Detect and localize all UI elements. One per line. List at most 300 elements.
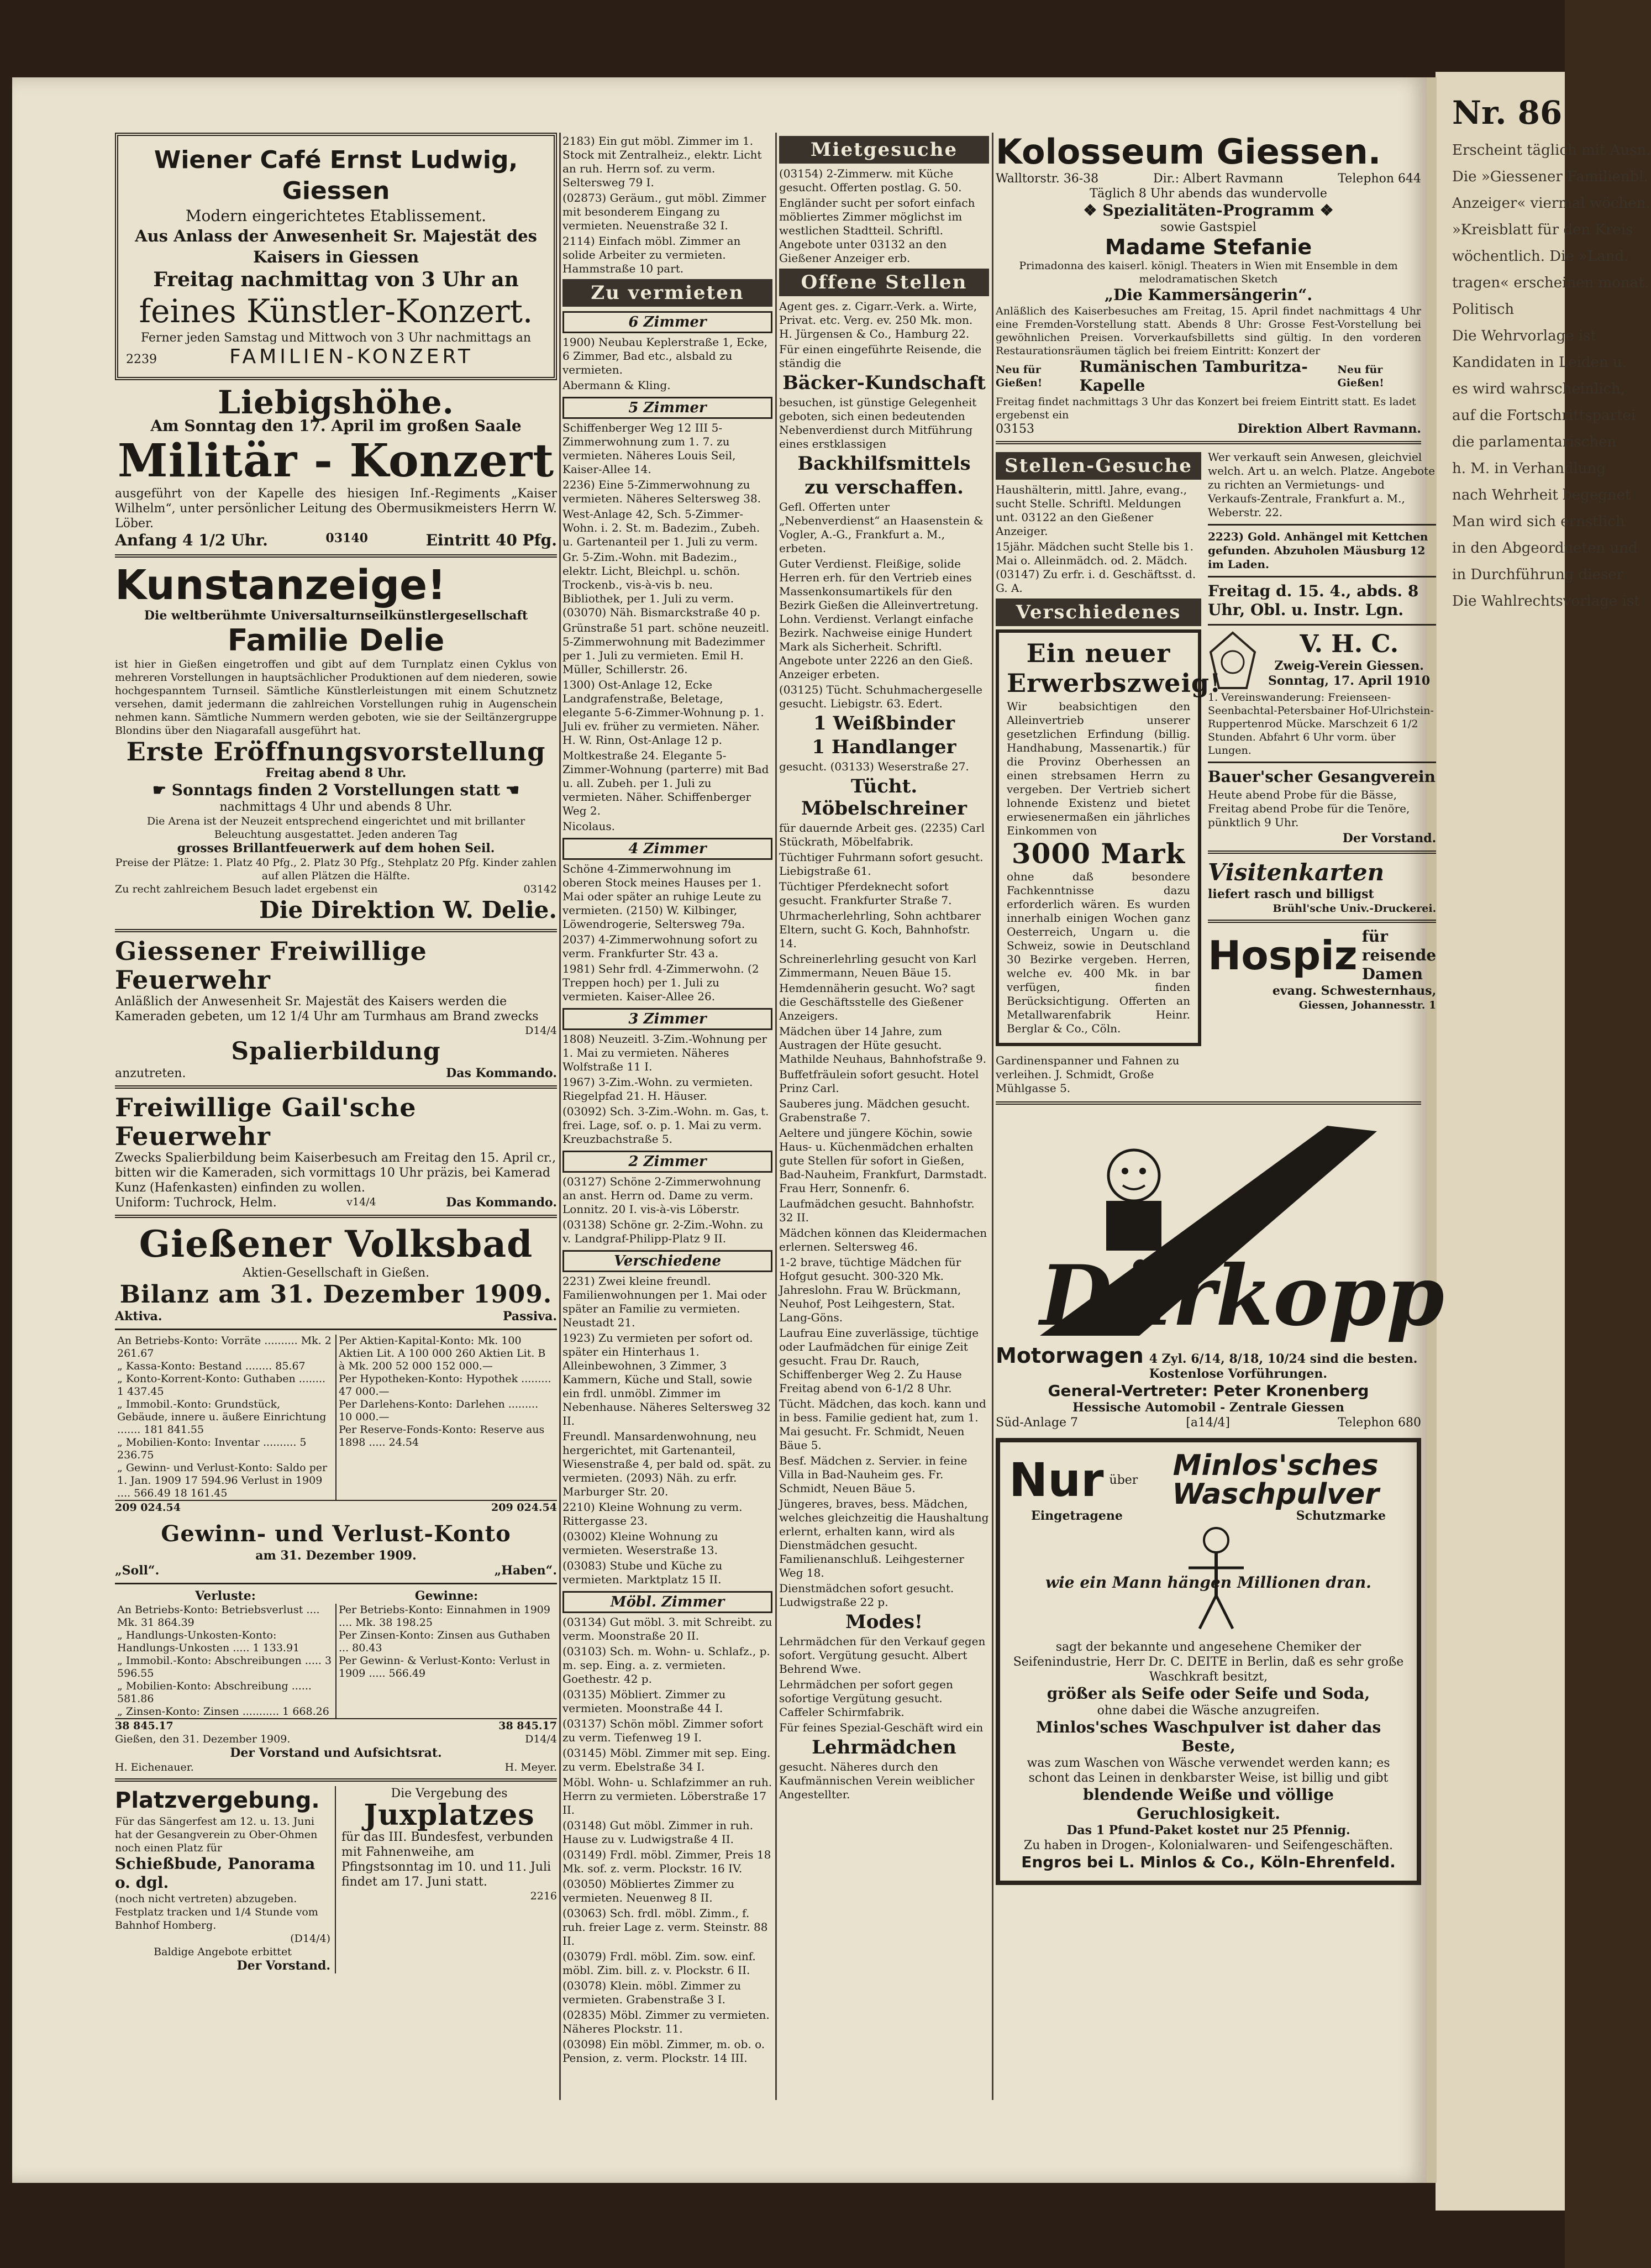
cafe-line3: feines Künstler-Konzert. <box>139 292 533 330</box>
classified-ad: (03135) Möbliert. Zimmer zu vermieten. Moonstraße 44 I. <box>562 1688 726 1715</box>
list-offene-stellen <box>779 300 989 1802</box>
vhc-body: 1. Vereinswanderung: Freienseen-Seenbachtal-Petersbainer Hof-Ulrichstein-Ruppertenrod Mücke. Marschzeit 6 1/2 Stunden. Abfahrt 6 Uhr vorm. über Lungen. <box>1208 691 1434 757</box>
classified-ad: (03103) Sch. m. Wohn- u. Schlafz., p. m. sep. Eing. a. z. vermieten. Goethestr. 42 p. <box>562 1645 770 1686</box>
hospiz-side: für reisende Damen <box>1361 927 1437 983</box>
durkopp-motor: Motorwagen <box>996 1343 1144 1368</box>
bottom-ads <box>115 1786 557 1973</box>
liebig-entry: Eintritt 40 Pfg. <box>425 531 557 549</box>
column-rule <box>992 133 993 2100</box>
volksbad-passiva: Passiva. <box>502 1309 557 1324</box>
hospiz-line: evang. Schwesternhaus, <box>1272 984 1437 998</box>
facing-page-line: Kandidaten in Leiden u. <box>1452 354 1627 371</box>
classified-ad: 2236) Eine 5-Zimmerwohnung zu vermieten. Näheres Selterswеg 38. <box>562 478 761 505</box>
section-3-zimmer: 3 Zimmer <box>562 1008 772 1030</box>
kolosseum-dir: Dir.: Albert Ravmann <box>1153 172 1284 186</box>
jux-line1: Die Vergebung des <box>391 1787 508 1800</box>
classified-ad: (03154) 2-Zimmerw. mit Küche gesucht. Offerten postlag. G. 50. <box>779 167 962 194</box>
facing-page-line: Die Wahlrechtsvorlage ist <box>1452 593 1640 610</box>
classified-ad: (03149) Frdl. möbl. Zimmer, Preis 18 Mk. sof. z. verm. Plockstr. 16 IV. <box>562 1848 771 1875</box>
feuerwehr1-foot-left: anzutreten. <box>115 1067 186 1080</box>
facing-page-line: die parlamentarischen <box>1452 434 1617 450</box>
classified-ad: Mädchen über 14 Jahre, zum Austragen der Hüte gesucht. Mathilde Neuhaus, Bahnhofstraße 9. <box>779 1025 987 1065</box>
divider <box>115 554 557 558</box>
classified-ad: (03079) Frdl. möbl. Zim. sow. einf. möbl. Zim. bill. z. v. Plockstr. 6 II. <box>562 1950 756 1977</box>
classified-ad: Moltkestraße 24. Elegante 5-Zimmer-Wohnung (parterre) mit Bad u. all. Zubeh. per 1. Juli zu vermieten. Näher. Schiffenberger Weg 2. <box>562 749 769 817</box>
divider <box>115 1583 557 1584</box>
bauer-title: Bauer'scher Gesangverein <box>1208 768 1436 786</box>
durkopp-zentrale: Hessische Automobil - Zentrale Giessen <box>1072 1400 1344 1415</box>
classified-ad: Lehrmädchen für den Verkauf gegen sofort. Vergütung gesucht. Albert Behrend Wwe. <box>779 1635 986 1676</box>
kunst-arena: Die Arena ist der Neuzeit entsprechend eingerichtet und mit brillanter Beleuchtung ausgestattet. Jeden anderen Tag <box>146 815 525 841</box>
bilanz-left-total: 209 024.54 <box>115 1502 181 1514</box>
liebig-big: Militär - Konzert <box>117 434 555 487</box>
visit-firm: Brühl'sche Univ.-Druckerei. <box>1273 902 1437 915</box>
divider <box>1208 762 1436 763</box>
divider <box>115 1329 557 1330</box>
classified-ad: Lehrmädchen per sofort gegen sofortige Vergütung gesucht. Caffeler Schirmfabrik. <box>779 1678 953 1719</box>
list-3-zimmer <box>562 1032 772 1146</box>
volksbad-bilanz: Bilanz am 31. Dezember 1909. <box>119 1280 553 1309</box>
classified-ad: (03138) Schöne gr. 2-Zim.-Wohn. zu v. Landgraf-Philipp-Platz 9 II. <box>562 1218 764 1245</box>
vhc-sub: Zweig-Verein Giessen. <box>1274 659 1424 673</box>
classified-ad: (03063) Sch. frdl. möbl. Zimm., f. ruh. freier Lage z. verm. Steinstr. 88 II. <box>562 1907 768 1947</box>
divider <box>1208 851 1436 854</box>
divider <box>115 1778 557 1782</box>
classified-ad: 15jähr. Mädchen sucht Stelle bis 1. Mai o. Alleinmädch. od. 2. Mädch. (03147) Zu erfr. i. d. Geschäftsst. d. G. A. <box>996 540 1196 595</box>
minlos-arc: wie ein Mann hängen Millionen dran. <box>1045 1573 1371 1592</box>
bilanz-passiva-row: Per Aktien-Kapital-Konto: Mk. 100 Aktien Lit. A 100 000 260 Aktien Lit. B à Mk. 200 52 000 152 000.— <box>339 1335 546 1372</box>
bilanz-right-total: 209 024.54 <box>491 1502 557 1514</box>
c4-right-sub <box>1208 449 1436 1097</box>
classified-ad: Laufmädchen gesucht. Bahnhofstr. 32 II. <box>779 1197 975 1224</box>
classified-ad: Freundl. Mansardenwohnung, neu hergerichtet, mit Gartenanteil, Wiesenstraße 4, per bald od. spät. zu vermieten. (2093) Näh. zu erfr. Marburger Str. 20. <box>562 1430 771 1498</box>
page-gutter <box>1427 77 1437 2183</box>
facing-page-line: Die Wehrvorlage ist <box>1452 328 1596 344</box>
vhc-date: Sonntag, 17. April 1910 <box>1268 674 1431 688</box>
classified-ad: (02873) Geräum., gut möbl. Zimmer mit besonderem Eingang zu vermieten. Neuenstraße 32 I. <box>562 191 766 232</box>
kolosseum-body: Anläßlich des Kaiserbesuches am Freitag, 15. April findet nachmittags 4 Uhr eine Fremden-Vorstellung statt. Abends 8 Uhr: Grosse Fest-Vorstellung bei gewöhnlichen Preisen. Vorverkaufsbilletts sind gültig. In den vorderen Restaurationsräumen täglich bei freiem Eintritt: Konzert der <box>996 305 1421 357</box>
divider <box>1208 920 1436 923</box>
classified-ad: (03145) Möbl. Zimmer mit sep. Eing. zu verm. Ebelstraße 34 I. <box>562 1746 771 1773</box>
visit-title: Visitenkarten <box>1208 859 1385 886</box>
c4-left-sub <box>996 449 1222 1097</box>
vhc-ad <box>1208 630 1436 691</box>
cafe-ad <box>115 133 557 380</box>
classified-ad: Für feines Spezial-Geschäft wird ein <box>779 1721 984 1734</box>
cafe-line2: Freitag nachmittag von 3 Uhr an <box>153 268 519 291</box>
classified-ad: Guter Verdienst. Fleißige, solide Herren erh. für den Vertrieb eines Massenkonsumartikels für den Bezirk Gießen die Alleinvertretung. Lohn. Verdienst. Verlangt einfache Bezirk. Nachweise einige Hundert Mark als Sicherheit. Schriftl. Angebote unter 2226 an den Gieß. Anzeiger erbeten. <box>779 557 979 681</box>
classified-ad: (03127) Schöne 2-Zimmerwohnung an anst. Herrn od. Dame zu verm. Lonnitz. 20 I. vis-à-vis Löberstr. <box>562 1175 761 1216</box>
classified-ad: Nicolaus. <box>562 820 615 833</box>
cafe-subtitle: Modern eingerichtetes Etablissement. <box>185 207 487 225</box>
gewinn-haben: „Haben“. <box>494 1563 557 1578</box>
minlos-mark: Schutzmarke <box>1296 1509 1386 1523</box>
kunst-fireworks: grosses Brillantfeuerwerk auf dem hohen Seil. <box>177 841 495 855</box>
minlos-price: Das 1 Pfund-Paket kostet nur 25 Pfennig. <box>1066 1823 1350 1838</box>
classified-ad: 1-2 brave, tüchtige Mädchen für Hofgut gesucht. 300-320 Mk. Jahreslohn. Frau W. Brückmann, Neuhof, Post Leihgestern, Stat. Lang-Göns. <box>779 1256 961 1324</box>
durkopp-ad <box>996 1109 1444 1430</box>
durkopp-illustration <box>996 1109 1444 1345</box>
classified-ad: Jüngeres, braves, bess. Mädchen, welches gleichzeitig die Haushaltung erlernt, erhalten kann, wird als Dienstmädchen gesucht. Familienanschluß. Leihgesterner Weg 18. <box>779 1497 989 1579</box>
volksbad-aktiva: Aktiva. <box>115 1309 162 1324</box>
kunst-prices: Preise der Plätze: 1. Platz 40 Pfg., 2. Platz 30 Pfg., Stehplatz 20 Pfg. Kinder zahlen auf allen Plätzen die Hälfte. <box>115 857 557 882</box>
classified-ad: 2183) Ein gut möbl. Zimmer im 1. Stock mit Zentralheiz., elektr. Licht an ruh. Herrn sof. zu verm. Selterswеg 79 I. <box>562 134 762 189</box>
classified-ad: 1967) 3-Zim.-Wohn. zu vermieten. Riegelpfad 21. H. Häuser. <box>562 1075 753 1102</box>
kunst-first: Erste Eröffnungsvorstellung <box>126 737 546 767</box>
category-mietgesuche: Mietgesuche <box>779 136 989 164</box>
classified-ad: 2037) 4-Zimmerwohnung sofort zu verm. Frankfurter Str. 43 a. <box>562 933 758 960</box>
vhc-emblem-icon <box>1208 630 1258 691</box>
kunst-first-time: Freitag abend 8 Uhr. <box>265 766 407 780</box>
verluste-row: „ Mobilien-Konto: Abschreibung ...... 581.86 <box>117 1680 312 1705</box>
durkopp-spec: 4 Zyl. 6/14, 8/18, 10/24 sind die besten. Kostenlose Vorführungen. <box>1149 1352 1418 1381</box>
minlos-body: sagt der bekannte und angesehene Chemiker der Seifenindustrie, Herr Dr. C. DEITE in Berlin, daß es sehr große Waschkraft besitzt, <box>1013 1640 1404 1684</box>
column-3 <box>779 133 989 2100</box>
hospiz-title: Hospiz <box>1208 932 1358 979</box>
jux-body: für das III. Bundesfest, verbunden mit Fahnenweihe, am Pfingstsonntag im 10. und 11. Juli findet am 17. Juni statt. <box>341 1830 554 1889</box>
visit-sub: liefert rasch und billigst <box>1208 887 1374 901</box>
classified-ad: Lehrmädchen <box>812 1736 956 1758</box>
section-moebl-zimmer: Möbl. Zimmer <box>562 1591 772 1613</box>
bilanz-table <box>115 1335 557 1500</box>
divider <box>996 1101 1421 1105</box>
verluste-row: „ Handlungs-Unkosten-Konto: Handlungs-Unkosten ..... 1 133.91 <box>117 1629 300 1654</box>
classified-ad: Uhrmacherlehrling, Sohn achtbarer Eltern, sucht G. Koch, Bahnhofstr. 14. <box>779 909 981 950</box>
gold-ad: 2223) Gold. Anhängel mit Kettchen gefunden. Abzuholen Mäusburg 12 im Laden. <box>1208 530 1428 571</box>
gewinne-total: 38 845.17 <box>498 1720 557 1732</box>
verluste-row: „ Immobil.-Konto: Abschreibungen ..... 3 596.55 <box>117 1655 332 1679</box>
kolosseum-line1: Täglich 8 Uhr abends das wundervolle <box>1090 187 1327 201</box>
classified-ad: Aeltere und jüngere Köchin, sowie Haus- u. Küchenmädchen erhalten gute Stellen für sofort in Gießen, Bad-Nauheim, Frankfurt, Darmstadt. Frau Herr, Sonnenfr. 6. <box>779 1126 987 1195</box>
classified-ad: 2114) Einfach möbl. Zimmer an solide Arbeiter zu vermieten. Hammstraße 10 part. <box>562 234 741 275</box>
classified-ad: Schiffenberger Weg 12 III 5-Zimmerwohnung zum 1. 7. zu vermieten. Näheres Louis Seil, Kaiser-Allee 14. <box>562 421 736 476</box>
minlos-sold: Zu haben in Drogen-, Kolonialwaren- und Seifengeschäften. <box>1023 1839 1394 1852</box>
gewinn-gewinne: Gewinne: <box>414 1589 479 1603</box>
erwerb-body2: ohne daß besondere Fachkenntnisse dazu erforderlich wären. Es wurden innerhalb einigen Wochen ganz Oesterreich, Ungarn u. die Schweiz, sowie in Deutschland 30 Bezirke vergeben. Herren, welche ev. 400 Mk. in bar verfügen, finden Berücksichtigung. Offerten an Metallwarenfabrik Heinr. Berglar & Co., Cöln. <box>1007 870 1190 1035</box>
classified-ad: Tücht. Möbelschreiner <box>801 775 967 820</box>
column-1 <box>115 133 557 2100</box>
anwesen-ad: Wer verkauft sein Anwesen, gleichviel welch. Art u. an welch. Platze. Angebote zu richten an Vermietungs- und Verkaufs-Zentrale, Frankfurt a. M., Weberstr. 22. <box>1208 450 1436 519</box>
cafe-line4: Ferner jeden Samstag und Mittwoch von 3 Uhr nachmittags an <box>140 331 532 345</box>
classified-ad: Tüchtiger Pferdeknecht sofort gesucht. Frankfurter Straße 7. <box>779 880 952 907</box>
facing-page <box>1436 72 1651 2211</box>
volksbad-code: D14/4 <box>525 1733 557 1745</box>
section-6-zimmer: 6 Zimmer <box>562 311 772 333</box>
category-zu-vermieten: Zu vermieten <box>562 279 772 307</box>
bilanz-aktiva-row: „ Gewinn- und Verlust-Konto: Saldo per 1. Jan. 1909 17 594.96 Verlust in 1909 .... 566.49 18 161.45 <box>117 1462 328 1499</box>
liebig-code: 03140 <box>325 531 368 545</box>
cafe-code: 2239 <box>126 353 157 366</box>
classified-ad: Grünstraße 51 part. schöne neuzeitl. 5-Zimmerwohnung mit Badezimmer per 1. Juli zu vermieten. Emil H. Müller, Schillerstr. 26. <box>562 621 770 676</box>
kunst-line1: Die weltberühmte Universalturnseilkünstlergesellschaft <box>144 608 528 623</box>
facing-page-line: in Durchführung dieser <box>1452 566 1624 583</box>
classified-ad: zu verschaffen. <box>805 476 964 498</box>
classified-ad: (03002) Kleine Wohnung zu vermieten. Weserstraße 13. <box>562 1530 718 1557</box>
hospiz-addr: Giessen, Johannesstr. 1 <box>1298 999 1437 1011</box>
minlos-ueber: über <box>1109 1473 1138 1487</box>
facing-page-line: tragen« erscheinen monat. <box>1452 275 1649 291</box>
kunst-title: Kunstanzeige! <box>115 561 446 609</box>
bilanz-passiva-list <box>336 1335 557 1500</box>
classified-ad: Agent ges. z. Cigarr.-Verk. a. Wirte, Privat. etc. Verg. ev. 250 Mk. mon. H. Jürgensen & Co., Hamburg 22. <box>779 300 977 340</box>
durkopp-brand: Dürkopp <box>1040 1247 1444 1345</box>
facing-page-line: wöchentlich. Die »Land. <box>1452 248 1629 265</box>
classified-ad: Sauberes jung. Mädchen gesucht. Grabenstraße 7. <box>779 1097 970 1124</box>
classified-ad: Dienstmädchen sofort gesucht. Ludwigstraße 22 p. <box>779 1582 954 1609</box>
category-verschiedenes: Verschiedenes <box>996 599 1201 626</box>
classified-ad: West-Anlage 42, Sch. 5-Zimmer-Wohn. i. 2. St. m. Badezim., Zubeh. u. Gartenanteil per 1. Juli zu verm. <box>562 507 760 548</box>
bilanz-passiva-row: Per Hypotheken-Konto: Hypothek ......... 47 000.— <box>339 1373 551 1398</box>
divider <box>1208 624 1436 626</box>
cafe-line5: FAMILIEN-KONZERT <box>229 345 474 368</box>
bilanz-aktiva-row: An Betriebs-Konto: Vorräte .......... Mk. 2 261.67 <box>117 1335 332 1359</box>
kunst-invite: Zu recht zahlreichem Besuch ladet ergebenst ein <box>115 883 378 895</box>
facing-page-line: auf die Fortschrittspartei <box>1452 407 1636 424</box>
classified-ad: 1808) Neuzeitl. 3-Zim.-Wohnung per 1. Mai zu vermieten. Näheres Wolfstraße 11 I. <box>562 1032 767 1073</box>
facing-page-line: »Kreisblatt für den Kreis <box>1452 222 1633 238</box>
erwerb-title: Ein neuer Erwerbszweig! <box>1007 638 1222 698</box>
list-verschiedene <box>562 1274 772 1587</box>
gardinen-ad: Gardinenspanner und Fahnen zu verleihen. J. Schmidt, Große Mühlgasse 5. <box>996 1054 1180 1095</box>
classified-ad: Für einen eingeführte Reisende, die ständig die <box>779 343 982 370</box>
volksbad-sig-right: H. Meyer. <box>504 1761 557 1773</box>
feuerwehr1-ad <box>115 937 557 1081</box>
c2-top-ads <box>562 134 772 276</box>
classified-ad: 1900) Neubau Keplerstraße 1, Ecke, 6 Zimmer, Bad etc., alsbald zu vermieten. <box>562 335 767 376</box>
list-mietgesuche <box>779 167 989 265</box>
divider <box>115 929 557 932</box>
bilanz-aktiva-row: „ Immobil.-Konto: Grundstück, Gebäude, innere u. äußere Einrichtung ....... 181 841.55 <box>117 1398 327 1436</box>
gewinne-list <box>336 1604 557 1718</box>
classified-ad: (02835) Möbl. Zimmer zu vermieten. Näheres Plockstr. 11. <box>562 2008 770 2035</box>
bauer-body: Heute abend Probe für die Bässe, Freitag abend Probe für die Tenöre, pünktlich 9 Uhr. <box>1208 788 1410 829</box>
platz-bold: Schießbude, Panorama o. dgl. <box>115 1855 316 1892</box>
list-4-zimmer <box>562 862 772 1004</box>
volksbad-sig-left: H. Eichenauer. <box>115 1761 194 1773</box>
list-moebl-zimmer <box>562 1615 772 2065</box>
minlos-trademark <box>1009 1524 1408 1640</box>
classified-ad: (03078) Klein. möbl. Zimmer zu vermieten. Grabenstraße 3 I. <box>562 1979 742 2006</box>
facing-page-line: nach Wehrheit begegnet <box>1452 487 1631 503</box>
feuerwehr2-ad <box>115 1093 557 1210</box>
gewinn-date: am 31. Dezember 1909. <box>255 1548 417 1563</box>
facing-page-line: Anzeiger« viermal wöchen. <box>1452 195 1650 212</box>
verluste-row: „ Zinsen-Konto: Zinsen ........... 1 668.26 <box>117 1705 329 1718</box>
erwerb-ad <box>996 629 1222 1046</box>
volksbad-ad <box>115 1222 557 1774</box>
gewinne-row: Per Betriebs-Konto: Einnahmen in 1909 .... Mk. 38 198.25 <box>339 1604 550 1629</box>
volksbad-sub: Aktien-Gesellschaft in Gießen. <box>242 1266 430 1280</box>
divider <box>996 441 1421 444</box>
classified-ad: 1300) Ost-Anlage 12, Ecke Landgrafenstraße, Beletage, elegante 5-6-Zimmer-Wohnung p. 1. Juli ev. früher zu vermieten. Näher. H. W. Rinn, Ost-Anlage 12 p. <box>562 678 764 747</box>
minlos-body2: ohne dabei die Wäsche anzugreifen. <box>1097 1704 1320 1718</box>
facing-page-number: Nr. 86 <box>1452 94 1563 132</box>
classified-ad: Haushälterin, mittl. Jahre, evang., sucht Stelle. Schriftl. Meldungen unt. 03122 an den Gießener Anzeiger. <box>996 483 1187 538</box>
classified-ad: Gr. 5-Zim.-Wohn. mit Badezim., elektr. Licht, Bleichpl. u. schön. Trockenb., vis-à-vis b. neu. Bibliothek, per 1. Juli zu verm. (03070) Näh. Bismarckstraße 40 p. <box>562 550 761 619</box>
verluste-list <box>115 1604 336 1718</box>
kolosseum-star: Madame Stefanie <box>1105 235 1312 259</box>
liebig-ad <box>115 384 557 550</box>
classified-ad: Mädchen können das Kleidermachen erlernen. Selterswеg 46. <box>779 1226 987 1253</box>
durkopp-addr: Süd-Anlage 7 <box>996 1416 1079 1430</box>
facing-page-line: Man wird sich ernstlich <box>1452 513 1625 530</box>
volksbad-board: Der Vorstand und Aufsichtsrat. <box>230 1746 442 1760</box>
feuerwehr2-code: v14/4 <box>346 1196 376 1208</box>
minlos-bold1: größer als Seife oder Seife und Soda, <box>1047 1684 1370 1703</box>
section-4-zimmer: 4 Zimmer <box>562 838 772 860</box>
kolosseum-sign: Direktion Albert Ravmann. <box>1237 422 1421 436</box>
divider <box>115 1215 557 1218</box>
platz-code: (D14/4) <box>290 1933 330 1945</box>
bilanz-aktiva-row: „ Kassa-Konto: Bestand ........ 85.67 <box>117 1360 306 1372</box>
platz-body: Für das Sängerfest am 12. u. 13. Juni hat der Gesangverein zu Ober-Ohmen noch einen Platz für <box>115 1815 318 1854</box>
minlos-ad <box>996 1438 1421 1885</box>
column-2 <box>562 133 772 2100</box>
classified-ad: gesucht. (03133) Weserstraße 27. <box>779 760 969 773</box>
liebig-line2: ausgeführt von der Kapelle des hiesigen Inf.-Regiments „Kaiser Wilhelm“, unter persönlicher Leitung des Obermusikmeisters Herrn W. Löber. <box>115 487 557 531</box>
kunst-family: Familie Delie <box>227 623 445 658</box>
durkopp-code: [a14/4] <box>1186 1416 1231 1430</box>
kolosseum-new: Neu für Gießen! <box>1337 364 1384 389</box>
kolosseum-prog: ❖ Spezialitäten-Programm ❖ <box>1083 201 1334 219</box>
feuerwehr1-body: Anläßlich der Anwesenheit Sr. Majestät des Kaisers werden die Kameraden gebeten, um 12 1/4 Uhr am Turmhaus am Brand zwecks <box>115 995 539 1023</box>
feuerwehr1-title: Giessener Freiwillige Feuerwehr <box>115 936 427 995</box>
section-verschiedene: Verschiedene <box>562 1250 772 1272</box>
hospiz-ad <box>1208 927 1436 984</box>
classified-ad: gesucht. Näheres durch den Kaufmännischen Verein weiblicher Angestellter. <box>779 1760 975 1801</box>
classified-ad: 1 Handlanger <box>812 736 956 758</box>
gewinne-row: Per Zinsen-Konto: Zinsen aus Guthaben ... 80.43 <box>339 1629 550 1654</box>
newspaper-page <box>12 77 1444 2183</box>
kolosseum-new-left: Neu für Gießen! <box>996 364 1043 389</box>
kolosseum-body2: Freitag findet nachmittags 3 Uhr das Konzert bei freiem Eintritt statt. Es ladet ergebenst ein <box>996 396 1416 421</box>
jux-code: 2216 <box>530 1890 557 1902</box>
erwerb-body: Wir beabsichtigen den Alleinvertrieb unserer gesetzlichen Erfindung (billig. Handhabung, Massenartik.) für die Provinz Oberhessen an einen strebsamen Herrn zu vergeben. Der Vertrieb sichert lohnende Existenz und bietet erwiesenermaßen ein jährliches Einkommen von <box>1007 700 1190 837</box>
feuerwehr2-uniform: Uniform: Tuchrock, Helm. <box>115 1196 277 1210</box>
feuerwehr2-title: Freiwillige Gail'sche Feuerwehr <box>115 1093 417 1151</box>
feuerwehr1-code: D14/4 <box>525 1025 557 1037</box>
minlos-body3: was zum Waschen von Wäsche verwendet werden kann; es schont das Leinen in denkbarster Weise, ist billig und gibt <box>1027 1756 1390 1785</box>
gewinn-title: Gewinn- und Verlust-Konto <box>161 1521 511 1547</box>
column-rule <box>559 133 561 2100</box>
column-4 <box>996 132 1444 2100</box>
gewinn-soll: „Soll“. <box>115 1563 160 1578</box>
classified-ad: 2231) Zwei kleine freundl. Familienwohnungen per 1. Mai oder später an Familie zu vermieten. Neustadt 21. <box>562 1274 767 1329</box>
classified-ad: Engländer sucht per sofort einfach möbliertes Zimmer möglichst im westlichen Stadtteil. Schriftl. Angebote unter 03132 an den Gießener Anzeiger erb. <box>779 196 975 265</box>
kunst-sign: Die Direktion W. Delie. <box>259 896 557 923</box>
bauer-sign: Der Vorstand. <box>1342 831 1437 846</box>
divider <box>115 1085 557 1089</box>
minlos-brand: Minlos'sches Waschpulver <box>1172 1449 1379 1511</box>
classified-ad: Schöne 4-Zimmerwohnung im oberen Stock meines Hauses per 1. Mai oder später an ruhige Leute zu vermieten. (2150) W. Kilbinger, Löwendrogerie, Selterswеg 79a. <box>562 862 762 931</box>
durkopp-gv: General-Vertreter: Peter Kronenberg <box>1048 1382 1369 1400</box>
kolosseum-guest: sowie Gastspiel <box>1160 221 1256 234</box>
jux-ad <box>341 1786 557 1973</box>
kolosseum-ad <box>996 133 1421 437</box>
platz-title: Platzvergebung. <box>115 1788 320 1813</box>
classified-ad: Gefl. Offerten unter „Nebenverdienst“ an Haasenstein & Vogler, A.-G., Frankfurt a. M., erbeten. <box>779 500 984 555</box>
list-6-zimmer <box>562 335 772 392</box>
classified-ad: 1923) Zu vermieten per sofort od. später ein Hinterhaus 1. Alleinbewohnen, 3 Zimmer, 3 Kammern, Küche und Stall, sowie ein frdl. unmöbl. Zimmer im Nebenhause. Näheres Selterswеg 32 II. <box>562 1331 771 1427</box>
platz-ad <box>115 1786 336 1973</box>
kolosseum-star-sub: Primadonna des kaiserl. königl. Theaters in Wien mit Ensemble in dem melodramatischen Sketch <box>1019 260 1398 285</box>
kunst-sunday-time: nachmittags 4 Uhr und abends 8 Uhr. <box>219 800 453 814</box>
liebig-title: Liebigshöhe. <box>218 384 454 421</box>
classified-ad: Schreinerlehrling gesucht von Karl Zimmermann, Neuen Bäue 15. <box>779 952 977 979</box>
facing-page-lines <box>1436 137 1651 615</box>
feuerwehr1-big: Spalierbildung <box>231 1037 441 1065</box>
platz-sign: Der Vorstand. <box>236 1959 330 1973</box>
divider <box>1208 576 1436 578</box>
cafe-line1: Aus Anlass der Anwesenheit Sr. Majestät des Kaisers in Giessen <box>135 227 537 266</box>
durkopp-tel: Telephon 680 <box>1338 1416 1421 1430</box>
classified-ad: Möbl. Wohn- u. Schlafzimmer an ruh. Herrn zu vermieten. Löberstraße 17 II. <box>562 1776 772 1817</box>
facing-page-line: es wird wahrscheinlich, <box>1452 381 1626 397</box>
classified-ad: 1 Weißbinder <box>813 712 955 734</box>
gewinn-table <box>115 1604 557 1718</box>
classified-ad: besuchen, ist günstige Gelegenheit geboten, sich einen bedeutenden Nebenverdienst durch Mitführung eines erstklassigen <box>779 396 977 450</box>
classified-ad: Tücht. Mädchen, das koch. kann und in bess. Familie gedient hat, zum 1. Mai gesucht. Fr. Schmidt, Neuen Bäue 5. <box>779 1397 986 1452</box>
feuerwehr2-body: Zwecks Spalierbildung beim Kaiserbesuch am Freitag den 15. April cr., bitten wir die Kameraden, sich vormittags 10 Uhr präzis, bei Kamerad Kunz (Hafenkasten) einfinden zu wollen. <box>115 1151 556 1195</box>
bilanz-aktiva-list <box>115 1335 336 1500</box>
volksbad-date: Gießen, den 31. Dezember 1909. <box>115 1733 291 1745</box>
platz-body2: (noch nicht vertreten) abzugeben. Festplatz tracken und 1/4 Stunde vom Bahnhof Homberg. <box>115 1893 318 1931</box>
classified-ad: (03083) Stube und Küche zu vermieten. Marktplatz 15 II. <box>562 1559 723 1586</box>
section-5-zimmer: 5 Zimmer <box>562 397 772 419</box>
facing-page-line: Die »Giessener Familienbl. <box>1452 169 1648 185</box>
kunst-ad <box>115 562 557 925</box>
kunst-code: 03142 <box>523 883 557 895</box>
classified-ad: Besf. Mädchen z. Servier. in feine Villa in Bad-Nauheim ges. Fr. Schmidt, Neuen Bäue 5. <box>779 1454 968 1495</box>
kolosseum-sketch: „Die Kammersängerin“. <box>1104 286 1313 304</box>
minlos-bold3: blendende Weiße und völlige Geruchlosigkeit. <box>1082 1786 1334 1823</box>
bilanz-aktiva-row: „ Mobilien-Konto: Inventar .......... 5 236.75 <box>117 1436 307 1461</box>
gewinn-verluste: Verluste: <box>195 1589 256 1603</box>
classified-ad: Hemdennäherin gesucht. Wo? sagt die Geschäftsstelle des Gießener Anzeigers. <box>779 981 975 1022</box>
bilanz-passiva-row: Per Reserve-Fonds-Konto: Reserve aus 1898 ..... 24.54 <box>339 1424 545 1448</box>
verluste-total: 38 845.17 <box>115 1720 173 1732</box>
facing-page-line: in den Abgeordneten und <box>1452 540 1638 556</box>
feuerwehr2-sign: Das Kommando. <box>446 1195 557 1210</box>
facing-page-line: h. M. in Verhandlung <box>1452 460 1606 477</box>
classified-ad: Buffetfräulein sofort gesucht. Hotel Prinz Carl. <box>779 1068 979 1095</box>
freitag-ad: Freitag d. 15. 4., abds. 8 Uhr, Obl. u. Instr. Lgn. <box>1208 582 1419 619</box>
facing-page-line: Politisch <box>1452 301 1515 318</box>
jux-big: Juxplatzes <box>364 1798 535 1832</box>
classified-ad: (03098) Ein möbl. Zimmer, m. ob. o. Pension, z. verm. Plockstr. 14 III. <box>562 2038 765 2065</box>
minlos-bold2: Minlos'sches Waschpulver ist daher das Beste, <box>1035 1718 1381 1755</box>
bilanz-aktiva-row: „ Konto-Korrent-Konto: Guthaben ........ 1 437.45 <box>117 1373 326 1398</box>
classified-ad: für dauernde Arbeit ges. (2235) Carl Stückrath, Möbelfabrik. <box>779 821 985 848</box>
classified-ad: Tüchtiger Fuhrmann sofort gesucht. Liebigstraße 61. <box>779 851 984 878</box>
section-2-zimmer: 2 Zimmer <box>562 1151 772 1173</box>
classified-ad: 1981) Sehr frdl. 4-Zimmerwohn. (2 Treppen hoch) per 1. Juli zu vermieten. Kaiser-Allee 26. <box>562 962 759 1003</box>
classified-ad: Abermann & Kling. <box>562 379 671 392</box>
category-offene-stellen: Offene Stellen <box>779 269 989 296</box>
minlos-reg: Eingetragene <box>1031 1509 1123 1523</box>
liebig-start: Anfang 4 1/2 Uhr. <box>115 531 268 549</box>
kolosseum-tel: Telephon 644 <box>1338 172 1421 186</box>
classified-ad: Modes! <box>845 1611 923 1633</box>
list-stellen-gesuche <box>996 483 1201 595</box>
kunst-sunday: ☛ Sonntags finden 2 Vorstellungen statt ☚ <box>152 781 520 799</box>
classified-ad: (03050) Möbliertes Zimmer zu vermieten. Neuenweg 8 II. <box>562 1877 734 1904</box>
list-2-zimmer <box>562 1175 772 1246</box>
facing-page-line: Erscheint täglich mit Ausn. <box>1452 142 1651 159</box>
kunst-body: ist hier in Gießen eingetroffen und gibt auf dem Turnplatz einen Cyklus von mehreren Vorstellungen in hauptsächlicher Produktionen auf dem niederen, sowie hochgespanntem Turnseil. Sämtliche Künstlerleistungen mit einem Schutznetz versehen, damit jedermann die zahlreichen Vorstellungen ruhig in Augenschein nehmen kann. Sämtliche Nummern werden geboten, wie sie der Seiltänzergruppe Blondins über den Niagarafall ausgeführt hat. <box>115 658 557 737</box>
divider <box>1208 524 1436 526</box>
column-rule <box>775 133 777 2100</box>
